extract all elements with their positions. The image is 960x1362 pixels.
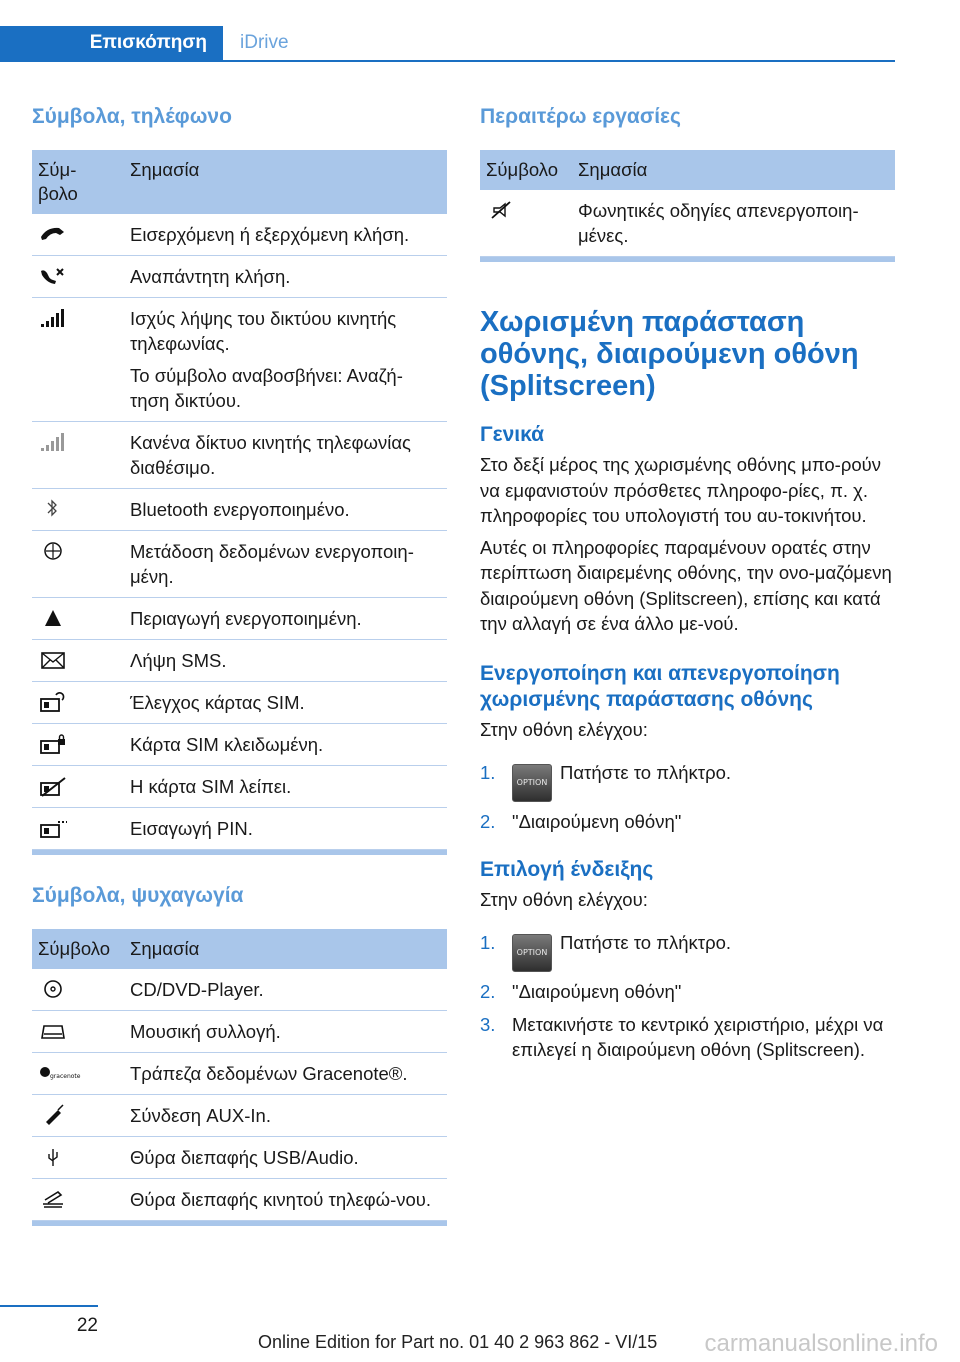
entertainment-symbols-heading: Σύμβολα, ψυχαγωγία xyxy=(32,884,244,907)
select-intro: Στην οθόνη ελέγχου: xyxy=(480,888,648,910)
meaning-cell xyxy=(124,489,447,531)
meaning-cell xyxy=(124,1053,447,1095)
table-row xyxy=(32,766,447,808)
table-row xyxy=(32,256,447,298)
column-header-meaning: Σημασία xyxy=(124,929,447,969)
table-row xyxy=(32,598,447,640)
column-header-symbol: Σύμβολο xyxy=(32,929,124,969)
meaning-text: Λήψη SMS. xyxy=(130,650,227,671)
table-row xyxy=(32,422,447,489)
meaning-text: Το σύμβολο αναβοσβήνει: Αναζή-τηση δικτύου. xyxy=(130,365,403,411)
meaning-text: Περιαγωγή ενεργοποιημένη. xyxy=(130,608,362,629)
table-row xyxy=(32,1179,447,1221)
voice-off-icon xyxy=(486,199,516,221)
left-column xyxy=(32,100,447,1226)
meaning-text: Σύνδεση AUX-In. xyxy=(130,1105,271,1126)
svg-text:gracenote: gracenote xyxy=(50,1073,81,1080)
meaning-text: Ισχύς λήψης του δικτύου κινητής τηλεφωνίας. xyxy=(130,308,397,354)
table-end-rule xyxy=(32,1221,447,1226)
more-tasks-heading: Περαιτέρω εργασίες xyxy=(480,105,681,128)
usb-icon xyxy=(38,1146,68,1168)
table-row xyxy=(32,1095,447,1137)
meaning-cell xyxy=(124,422,447,489)
splitscreen-title: Χωρισμένη παράσταση οθόνης, διαιρούμενη οθόνη (Splitscreen) xyxy=(480,306,859,402)
watermark: carmanualsonline.info xyxy=(704,1330,938,1357)
signal-strength-icon xyxy=(38,307,68,329)
table-row xyxy=(32,724,447,766)
meaning-cell xyxy=(124,298,447,422)
meaning-cell xyxy=(124,724,447,766)
page-number: 22 xyxy=(76,1315,98,1336)
table-end-rule xyxy=(32,850,447,855)
more-tasks-table xyxy=(480,150,895,257)
table-row xyxy=(32,640,447,682)
meaning-text: CD/DVD-Player. xyxy=(130,979,264,1000)
no-signal-icon xyxy=(38,431,68,453)
option-button-icon[interactable]: OPTION xyxy=(512,764,552,802)
music-collection-icon xyxy=(38,1020,68,1042)
toggle-intro: Στην οθόνη ελέγχου: xyxy=(480,718,648,740)
meaning-text: Έλεγχος κάρτας SIM. xyxy=(130,692,305,713)
table-header-row xyxy=(32,150,447,214)
table-row xyxy=(32,298,447,422)
column-header-symbol: Σύμ-βολο xyxy=(32,150,124,214)
sim-locked-icon xyxy=(38,733,68,755)
phone-call-icon xyxy=(38,223,68,245)
column-header-meaning: Σημασία xyxy=(572,150,895,190)
meaning-text: Μετάδοση δεδομένων ενεργοποιη-μένη. xyxy=(130,541,414,587)
cd-icon xyxy=(38,978,68,1000)
pin-entry-icon xyxy=(38,817,68,839)
table-row xyxy=(480,190,895,257)
meaning-cell xyxy=(124,1179,447,1221)
column-header-meaning: Σημασία xyxy=(124,150,447,214)
table-row xyxy=(32,1011,447,1053)
meaning-text: Θύρα διεπαφής USB/Audio. xyxy=(130,1147,359,1168)
entertainment-symbols-table xyxy=(32,929,447,1221)
tab-overview[interactable]: Επισκόπηση xyxy=(0,26,223,60)
table-header-row xyxy=(32,929,447,969)
table-row xyxy=(32,969,447,1011)
phone-symbols-table xyxy=(32,150,447,850)
table-row xyxy=(32,682,447,724)
meaning-text: Τράπεζα δεδομένων Gracenote®. xyxy=(130,1063,408,1084)
edition-footer: Online Edition for Part no. 01 40 2 963 862 - VI/15 xyxy=(258,1332,658,1352)
meaning-text: Θύρα διεπαφής κινητού τηλεφώ-νου. xyxy=(130,1189,432,1210)
meaning-cell xyxy=(124,598,447,640)
list-item: 3. Μετακινήστε το κεντρικό χειριστήριο, μέχρι να επιλεγεί η διαιρούμενη οθόνη (Splitscreen). xyxy=(480,1013,884,1060)
sim-check-icon xyxy=(38,691,68,713)
list-item: 1. OPTION Πατήστε το πλήκτρο. xyxy=(480,760,895,802)
missed-call-icon xyxy=(38,265,68,287)
meaning-text: Η κάρτα SIM λείπει. xyxy=(130,776,292,797)
toggle-steps-list xyxy=(480,760,895,835)
table-header-row xyxy=(480,150,895,190)
meaning-cell xyxy=(124,1095,447,1137)
meaning-cell xyxy=(124,808,447,850)
table-row xyxy=(32,1053,447,1095)
list-item: 2. "Διαιρούμενη οθόνη" xyxy=(480,981,682,1002)
meaning-cell xyxy=(124,640,447,682)
tab-idrive[interactable]: iDrive xyxy=(240,32,289,53)
meaning-cell xyxy=(124,531,447,598)
select-display-heading: Επιλογή ένδειξης xyxy=(480,857,654,881)
meaning-cell xyxy=(124,682,447,724)
footer-rule xyxy=(0,1305,98,1307)
table-row xyxy=(32,808,447,850)
general-paragraph-1: Στο δεξί μέρος της χωρισμένης οθόνης μπο-ρούν να εμφανιστούν πρόσθετες πληροφο-ρίες, π. χ. πληροφορίες του υπολογιστή του αυ-τοκινήτου. xyxy=(480,454,881,526)
meaning-cell xyxy=(124,1137,447,1179)
roaming-icon xyxy=(38,607,68,629)
mobile-interface-icon xyxy=(38,1188,68,1210)
meaning-text: Φωνητικές οδηγίες απενεργοποιη-μένες. xyxy=(578,200,859,246)
meaning-text: Αναπάντητη κλήση. xyxy=(130,266,291,287)
gracenote-icon xyxy=(38,1062,81,1084)
meaning-cell xyxy=(124,256,447,298)
top-tab-bar xyxy=(0,26,895,62)
table-end-rule xyxy=(480,257,895,262)
meaning-text: Εισαγωγή PIN. xyxy=(130,818,253,839)
meaning-text: Εισερχόμενη ή εξερχόμενη κλήση. xyxy=(130,224,410,245)
general-heading: Γενικά xyxy=(480,423,545,446)
list-item: 2. "Διαιρούμενη οθόνη" xyxy=(480,811,682,832)
meaning-text: Κάρτα SIM κλειδωμένη. xyxy=(130,734,324,755)
meaning-text: Κανένα δίκτυο κινητής τηλεφωνίας διαθέσιμο. xyxy=(130,432,411,478)
right-column xyxy=(480,100,895,1070)
meaning-cell xyxy=(124,969,447,1011)
table-row xyxy=(32,531,447,598)
aux-icon xyxy=(38,1104,68,1126)
column-header-symbol: Σύμβολο xyxy=(480,150,572,190)
table-row xyxy=(32,214,447,256)
toggle-splitscreen-heading: Ενεργοποίηση και απενεργοποίηση χωρισμένης παράστασης οθόνης xyxy=(480,661,840,711)
phone-symbols-heading: Σύμβολα, τηλέφωνο xyxy=(32,105,232,128)
sms-icon xyxy=(38,649,68,671)
meaning-text: Bluetooth ενεργοποιημένο. xyxy=(130,499,350,520)
meaning-text: Μουσική συλλογή. xyxy=(130,1021,281,1042)
sim-missing-icon xyxy=(38,775,68,797)
option-button-icon[interactable]: OPTION xyxy=(512,934,552,972)
table-row xyxy=(32,1137,447,1179)
meaning-cell xyxy=(124,766,447,808)
meaning-cell xyxy=(124,1011,447,1053)
bluetooth-icon xyxy=(38,498,68,520)
data-transfer-icon xyxy=(38,540,68,562)
select-steps-list xyxy=(480,930,895,1063)
general-paragraph-2: Αυτές οι πληροφορίες παραμένουν ορατές στην περίπτωση διαιρεμένης οθόνης, την ονο-μαζόμενη διαιρούμενη οθόνη (Splitscreen), επίσης και κατά την αλλαγή σε ένα άλλο με-νού. xyxy=(480,536,892,634)
meaning-cell xyxy=(572,190,895,257)
table-row xyxy=(32,489,447,531)
meaning-cell xyxy=(124,214,447,256)
list-item: 1. OPTION Πατήστε το πλήκτρο. xyxy=(480,930,895,972)
